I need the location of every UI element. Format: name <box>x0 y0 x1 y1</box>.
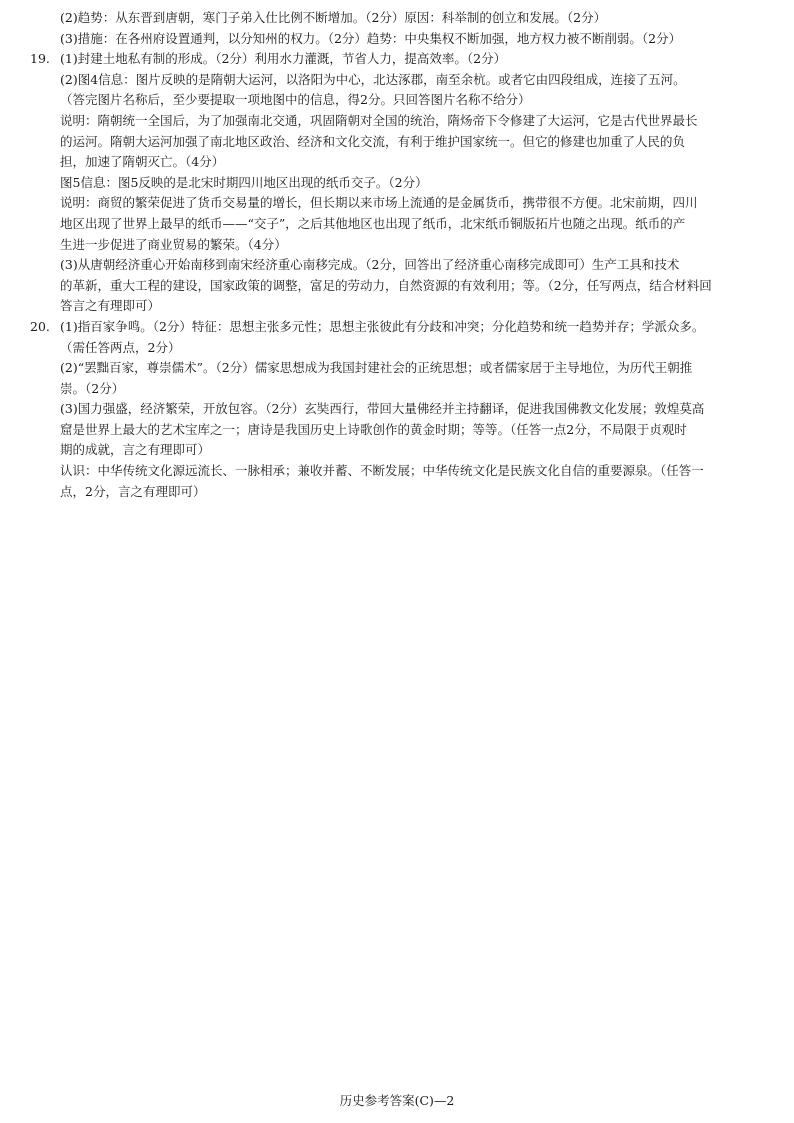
page-footer: 历史参考答案(C)—2 <box>339 1093 455 1108</box>
text-line <box>30 420 766 441</box>
line-text: 图5信息：图5反映的是北宋时期四川地区出现的纸币交子。（2分） <box>60 174 428 190</box>
text-line <box>30 358 766 379</box>
text-line <box>30 70 766 91</box>
line-text: (1)封建土地私有制的形成。（2分）利用水力灌溉，节省人力，提高效率。（2分） <box>60 51 507 67</box>
text-line <box>30 379 766 400</box>
text-line <box>30 276 766 297</box>
line-text: 地区出现了世界上最早的纸币——“交子”，之后其他地区也出现了纸币，北宋纸币铜版拓片也随之出现。纸币的产 <box>60 215 686 231</box>
text-line <box>30 440 766 461</box>
line-text: (2)趋势：从东晋到唐朝，寒门子弟入仕比例不断增加。（2分）原因：科举制的创立和发展。（2分） <box>60 10 607 25</box>
text-line <box>30 8 766 29</box>
line-text: 崇。（2分） <box>60 380 125 396</box>
question-number: 19. <box>30 51 50 67</box>
line-text: (2)“罢黜百家，尊崇儒术”。（2分）儒家思想成为我国封建社会的正统思想；或者儒家居于主导地位，为历代王朝推 <box>60 360 693 376</box>
text-line <box>30 317 766 338</box>
text-line <box>30 90 766 111</box>
text-line <box>30 461 766 482</box>
line-text: 认识：中华传统文化源远流长、一脉相承；兼收并蓄、不断发展；中华传统文化是民族文化自信的重要源泉。（任答一 <box>60 463 704 479</box>
line-text: 窟是世界上最大的艺术宝库之一；唐诗是我国历史上诗歌创作的黄金时期；等等。（任答一点2分，不局限于贞观时 <box>60 421 687 437</box>
text-line <box>30 111 766 132</box>
text-line <box>30 152 766 173</box>
line-text: 期的成就，言之有理即可） <box>60 442 211 458</box>
line-text: 的运河。隋朝大运河加强了南北地区政治、经济和文化交流，有利于维护国家统一。但它的修建也加重了人民的负 <box>60 133 686 149</box>
line-text: 生进一步促进了商业贸易的繁荣。（4分） <box>60 236 287 252</box>
line-text: 答言之有理即可） <box>60 298 161 314</box>
line-text: 说明：商贸的繁荣促进了货币交易量的增长，但长期以来市场上流通的是金属货币，携带很不方便。北宋前期，四川 <box>60 195 698 211</box>
line-text: (2)图4信息：图片反映的是隋朝大运河，以洛阳为中心，北达涿郡，南至余杭。或者它由四段组成，连接了五河。 <box>60 71 686 87</box>
text-line <box>30 296 766 317</box>
line-text: (1)指百家争鸣。（2分）特征：思想主张多元性；思想主张彼此有分歧和冲突；分化趋势和统一趋势并存；学派众多。 <box>60 318 705 334</box>
line-text: (3)从唐朝经济重心开始南移到南宋经济重心南移完成。（2分，回答出了经济重心南移完成即可）生产工具和技术 <box>60 257 680 273</box>
text-line <box>30 482 766 503</box>
line-text: 担，加速了隋朝灭亡。（4分） <box>60 154 225 170</box>
line-text: 的革新，重大工程的建设，国家政策的调整，富足的劳动力，自然资源的有效利用；等。（2分，任写两点，结合材料回 <box>60 277 712 293</box>
text-line <box>30 173 766 194</box>
text-line <box>30 193 766 214</box>
line-text: (3)国力强盛，经济繁荣，开放包容。（2分）玄奘西行，带回大量佛经并主持翻译，促进我国佛教文化发展；敦煌莫高 <box>60 401 705 417</box>
line-text: (3)措施：在各州府设置通判，以分知州的权力。（2分）趋势：中央集权不断加强，地方权力被不断削弱。（2分） <box>60 30 682 46</box>
text-line <box>30 255 766 276</box>
line-text: （需任答两点，2分） <box>60 339 181 355</box>
text-line <box>30 132 766 153</box>
text-line <box>30 235 766 256</box>
text-line <box>30 49 766 70</box>
line-text: 点，2分，言之有理即可） <box>60 483 206 499</box>
line-text: （答完图片名称后，至少要提取一项地图中的信息，得2分。只回答图片名称不给分） <box>60 92 531 108</box>
text-line <box>30 399 766 420</box>
line-text: 说明：隋朝统一全国后，为了加强南北交通，巩固隋朝对全国的统治，隋炀帝下令修建了大运河，它是古代世界最长 <box>60 112 698 128</box>
answer-text-body <box>30 8 766 502</box>
text-line <box>30 338 766 359</box>
text-line <box>30 214 766 235</box>
question-number: 20. <box>30 318 50 334</box>
text-line <box>30 29 766 50</box>
